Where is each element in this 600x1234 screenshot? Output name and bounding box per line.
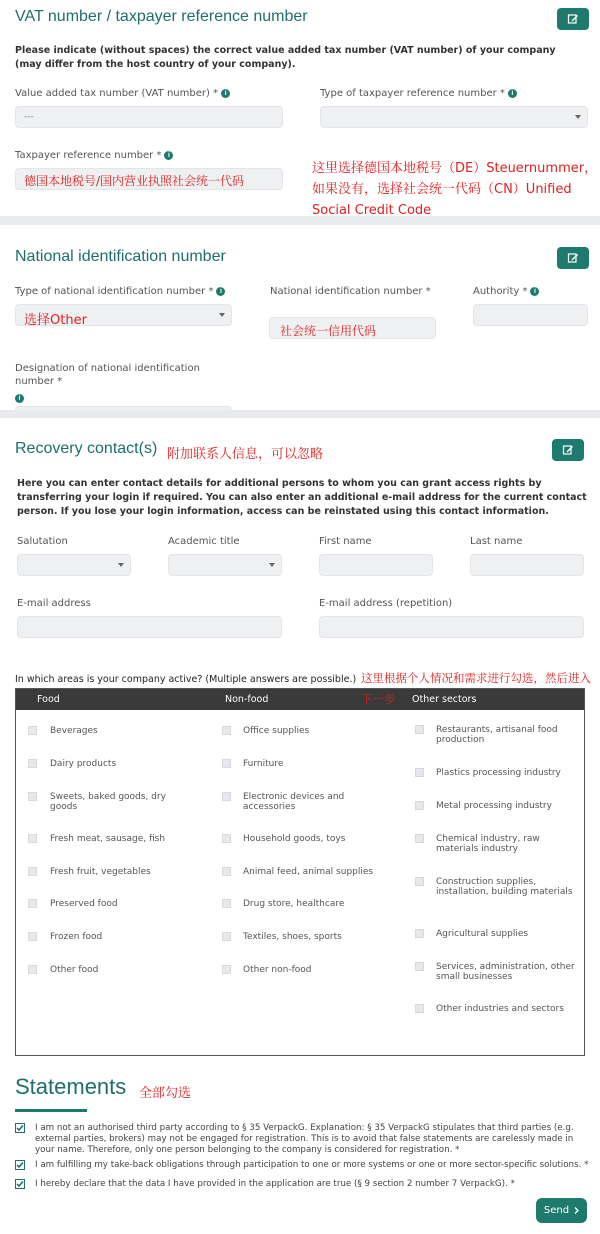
chevron-right-icon [574, 1207, 579, 1214]
vat-annotation: 这里选择德国本地税号（DE）Steuernummer，如果没有，选择社会统一代码（CN）Unified Social Credit Code [312, 161, 598, 218]
other-sector-option: Other industries and sectors [436, 1004, 564, 1014]
nonfood-checkbox[interactable] [222, 834, 231, 843]
email-label: E-mail address [17, 598, 91, 609]
academic-title-select[interactable] [168, 554, 282, 576]
food-header: Food [37, 694, 60, 705]
vat-edit-button[interactable] [557, 8, 589, 30]
recovery-description: Here you can enter contact details for additional persons to whom you can grant access rights by transferring your login if required. You can also enter an additional e-mail address for the current contact person. If you lose your login information, access can be reinstated using this contact information. [17, 478, 587, 517]
nonfood-header: Non-food [225, 694, 269, 705]
last-name-input[interactable] [470, 554, 584, 576]
chevron-down-icon [219, 313, 225, 317]
statement-text: I am fulfilling my take-back obligations through participation to one or more systems or one or more sector-specific solutions. * [35, 1160, 589, 1170]
designation-input[interactable] [15, 406, 232, 410]
nonfood-option: Drug store, healthcare [243, 899, 345, 909]
areas-question: In which areas is your company active? (Multiple answers are possible.) [15, 674, 357, 685]
other-sectors-header: Other sectors [412, 694, 477, 705]
taxpayer-type-label: Type of taxpayer reference number * i [320, 88, 517, 99]
areas-table [15, 688, 585, 1056]
food-checkbox[interactable] [28, 965, 37, 974]
food-option: Other food [50, 965, 99, 975]
vat-number-input[interactable]: --- [15, 106, 283, 128]
chevron-down-icon [575, 115, 581, 119]
food-checkbox[interactable] [28, 726, 37, 735]
food-option: Frozen food [50, 932, 103, 942]
nonfood-checkbox[interactable] [222, 899, 231, 908]
other-sector-checkbox[interactable] [415, 929, 424, 938]
recovery-title: Recovery contact(s) [15, 440, 158, 457]
nonfood-option: Electronic devices and accessories [243, 792, 345, 812]
nonfood-checkbox[interactable] [222, 726, 231, 735]
first-name-input[interactable] [319, 554, 433, 576]
nonfood-option: Furniture [243, 759, 284, 769]
salutation-label: Salutation [17, 536, 68, 547]
statements-panel [0, 1066, 600, 1234]
other-sector-option: Metal processing industry [436, 801, 552, 811]
pencil-edit-icon [567, 13, 579, 25]
areas-annotation: 这里根据个人情况和需求进行勾选，然后进入下一步 [361, 671, 591, 706]
other-sector-checkbox[interactable] [415, 834, 424, 843]
authority-label: Authority * i [473, 286, 539, 297]
national-id-type-label: Type of national identification number * i [15, 286, 225, 297]
nonfood-option: Office supplies [243, 726, 310, 736]
send-button-label: Send [543, 1205, 570, 1216]
national-id-title: National identification number [15, 248, 226, 265]
email-input[interactable] [17, 616, 282, 638]
food-checkbox[interactable] [28, 932, 37, 941]
nonfood-option: Household goods, toys [243, 834, 346, 844]
pencil-edit-icon [562, 444, 574, 456]
statements-annotation: 全部勾选 [139, 1086, 192, 1101]
email-repeat-input[interactable] [319, 616, 584, 638]
info-icon[interactable]: i [508, 89, 517, 98]
nonfood-option: Animal feed, animal supplies [243, 867, 374, 877]
statement-text: I am not an authorised third party according to § 35 VerpackG. Explanation: § 35 VerpackG stipulates that third parties (e.g. external parties, brokers) may not be engaged for registration. This is to avoid that false statements are carelessly made in your name. Therefore, only one person belonging to the company is considered for registration. * [35, 1123, 574, 1155]
statement-checkbox[interactable] [15, 1160, 25, 1170]
chevron-down-icon [118, 563, 124, 567]
info-icon[interactable]: i [221, 89, 230, 98]
food-option: Fresh meat, sausage, fish [50, 834, 166, 844]
designation-label: Designation of national identification number * [15, 363, 200, 387]
food-option: Sweets, baked goods, dry goods [50, 792, 166, 812]
first-name-label: First name [319, 536, 372, 547]
food-option: Preserved food [50, 899, 118, 909]
other-sector-checkbox[interactable] [415, 877, 424, 886]
national-id-panel [0, 225, 600, 410]
info-icon[interactable]: i [530, 287, 539, 296]
other-sector-option: Restaurants, artisanal food production [436, 725, 558, 745]
food-checkbox[interactable] [28, 759, 37, 768]
other-sector-option: Construction supplies, installation, building materials [436, 877, 573, 897]
other-sector-option: Chemical industry, raw materials industry [436, 834, 540, 854]
food-checkbox[interactable] [28, 867, 37, 876]
checkmark-icon [16, 1161, 24, 1169]
nonfood-checkbox[interactable] [222, 759, 231, 768]
nonfood-checkbox[interactable] [222, 792, 231, 801]
vat-section-title: VAT number / taxpayer reference number [15, 8, 308, 25]
food-checkbox[interactable] [28, 834, 37, 843]
food-checkbox[interactable] [28, 899, 37, 908]
other-sector-checkbox[interactable] [415, 801, 424, 810]
other-sector-checkbox[interactable] [415, 725, 424, 734]
vat-description: Please indicate (without spaces) the correct value added tax number (VAT number) of your company (may differ from the host country of your company). [15, 45, 556, 70]
taxpayer-type-select[interactable] [320, 106, 588, 128]
checkmark-icon [16, 1124, 24, 1132]
national-id-number-annotation: 社会统一信用代码 [280, 324, 377, 338]
food-option: Fresh fruit, vegetables [50, 867, 151, 877]
other-sector-option: Agricultural supplies [436, 929, 529, 939]
nonfood-option: Other non-food [243, 965, 312, 975]
authority-input[interactable] [473, 304, 588, 326]
statement-text: I hereby declare that the data I have provided in the application are true (§ 9 section 2 number 7 VerpackG). * [35, 1179, 515, 1189]
taxpayer-number-label: Taxpayer reference number * i [15, 150, 173, 161]
pencil-edit-icon [567, 252, 579, 264]
other-sector-checkbox[interactable] [415, 962, 424, 971]
statements-title: Statements [15, 1074, 127, 1099]
other-sector-option: Services, administration, other small businesses [436, 962, 575, 982]
info-icon[interactable]: i [164, 151, 173, 160]
info-icon[interactable]: i [15, 394, 24, 403]
send-button[interactable] [536, 1198, 587, 1223]
national-id-edit-button[interactable] [557, 247, 589, 269]
statement-checkbox[interactable] [15, 1123, 25, 1133]
last-name-label: Last name [470, 536, 523, 547]
national-id-number-label: National identification number * [270, 286, 431, 297]
email-repeat-label: E-mail address (repetition) [319, 598, 453, 609]
chevron-down-icon [269, 563, 275, 567]
statements-title-underline [15, 1109, 87, 1112]
food-option: Dairy products [50, 759, 117, 769]
info-icon[interactable]: i [216, 287, 225, 296]
recovery-edit-button[interactable] [552, 439, 584, 461]
academic-title-label: Academic title [168, 536, 240, 547]
food-option: Beverages [50, 726, 98, 736]
recovery-panel [0, 418, 600, 1066]
vat-panel [0, 0, 600, 216]
statement-checkbox[interactable] [15, 1179, 25, 1189]
salutation-select[interactable] [17, 554, 131, 576]
other-sector-option: Plastics processing industry [436, 768, 561, 778]
other-sector-checkbox[interactable] [415, 1004, 424, 1013]
food-checkbox[interactable] [28, 792, 37, 801]
nonfood-checkbox[interactable] [222, 932, 231, 941]
nonfood-option: Textiles, shoes, sports [243, 932, 342, 942]
other-sector-checkbox[interactable] [415, 768, 424, 777]
checkmark-icon [16, 1180, 24, 1188]
vat-number-label: Value added tax number (VAT number) * i [15, 88, 230, 99]
taxpayer-value-annotation: 德国本地税号/国内营业执照社会统一代码 [24, 174, 245, 188]
national-id-type-annotation: 选择Other [24, 313, 87, 328]
nonfood-checkbox[interactable] [222, 965, 231, 974]
nonfood-checkbox[interactable] [222, 867, 231, 876]
recovery-annotation: 附加联系人信息，可以忽略 [167, 447, 324, 462]
